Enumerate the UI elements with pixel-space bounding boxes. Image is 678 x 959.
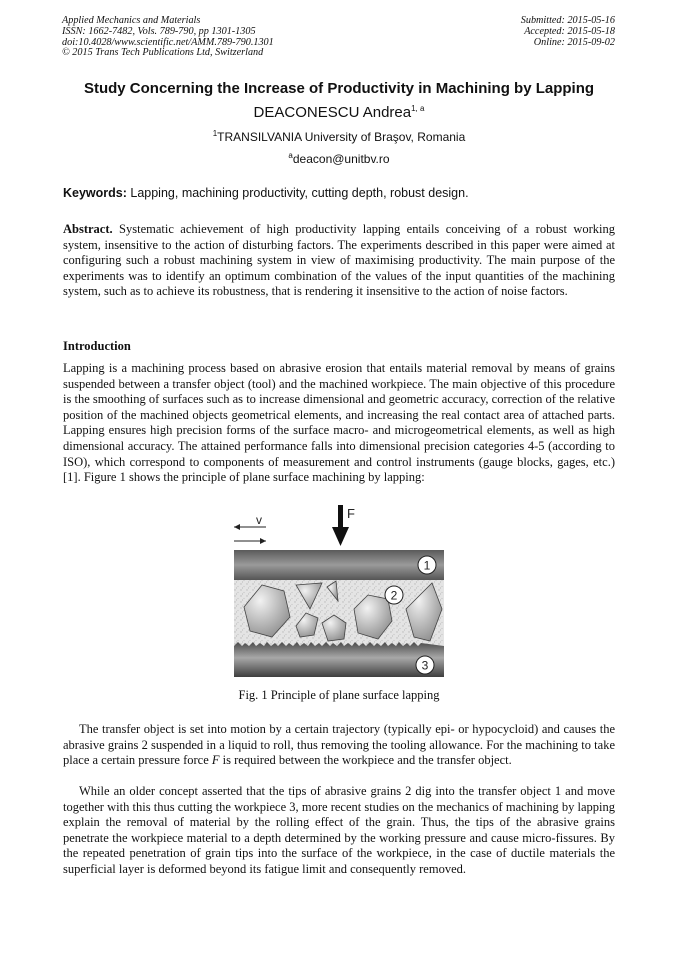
svg-text:1: 1	[423, 558, 431, 573]
keywords	[63, 186, 469, 200]
author-marks: 1, a	[411, 104, 425, 113]
abstract	[63, 222, 615, 300]
copyright-line: © 2015 Trans Tech Publications Ltd, Switzerland	[62, 47, 264, 59]
keywords-label: Keywords:	[63, 186, 127, 200]
online-date: Online: 2015-09-02	[533, 36, 615, 48]
marker-3	[416, 656, 434, 674]
force-label: F	[347, 506, 355, 521]
marker-2	[385, 586, 403, 604]
author	[0, 104, 678, 121]
doi-line: doi:10.4028/www.scientific.net/AMM.789-790.1301	[62, 36, 274, 48]
workpiece	[234, 642, 444, 677]
journal-info	[62, 16, 274, 59]
svg-text:2: 2	[390, 588, 398, 603]
body-paragraph-2	[63, 722, 615, 769]
velocity-arrow	[234, 524, 266, 544]
abstract-text: Systematic achievement of high productivity lapping entails conceiving of a robust working system, insensitive to the action of disturbing factors. The experiments described in this paper were aimed at configuring such a robust machining system in view of maximising productivity. The main purpose of the experiments was to identify an optimum combination of the values of the input quantities of the machining system, such as to achieve its robustness, that is rendering it insensitive to the action of noise factors.	[63, 222, 615, 299]
email	[0, 152, 678, 166]
keywords-text: Lapping, machining productivity, cutting depth, robust design.	[126, 186, 469, 200]
section-heading-introduction: Introduction	[63, 339, 131, 353]
email-text[interactable]: deacon@unitbv.ro	[292, 152, 390, 166]
body-paragraph-3: While an older concept asserted that the tips of abrasive grains 2 dig into the transfer object 1 and move together with this thus cutting the workpiece 3, more recent studies on the mechanics of machining by lapping explain the removal of material by the rolling effect of the grain. Thus, the tips of the abrasive grains penetrate the workpiece material to a depth determined by the working pressure and cause micro-fissures. By the repeated penetration of grain tips into the surface of the workpiece, in the case of ductile materials the superficial layer is deformed beyond its fatigue limit and consequently removed.	[63, 784, 615, 876]
p2-text-b: is required between the workpiece and the transfer object.	[219, 753, 512, 768]
p2-text-a: The transfer object is set into motion by a certain trajectory (typically epi- or hypocycloid) and causes the abrasive grains 2 suspended in a liquid to roll, thus removing the tooling allowance. For the machining to take place a certain pressure force	[63, 722, 615, 768]
transfer-object	[234, 550, 444, 580]
accepted-date: Accepted: 2015-05-18	[524, 25, 615, 37]
issn-line: ISSN: 1662-7482, Vols. 789-790, pp 1301-1305	[62, 25, 256, 37]
paper-title: Study Concerning the Increase of Productivity in Machining by Lapping	[83, 80, 595, 97]
affiliation-text: TRANSILVANIA University of Braşov, Romania	[217, 130, 466, 144]
journal-name: Applied Mechanics and Materials	[62, 15, 201, 26]
intro-paragraph-1: Lapping is a machining process based on abrasive erosion that entails material removal by means of grains suspended between a transfer object (tool) and the machined workpiece. The main objective of this procedure is the smoothing of surfaces such as to increase dimensional and geometric accuracy, correction of the relative position of the machined objects geometrical elements, and increasing the real contact area of attached parts. Lapping ensures high precision forms of the surface macro- and microgeometrical elements, as well as high dimensional accuracy. The attained performance falls into dimensional precision categories 4-5 (according to ISO), which correspond to components of measurement and control instruments (gauge blocks, gages, etc.) [1]. Figure 1 shows the principle of plane surface machining by lapping:	[63, 361, 615, 485]
submitted-date: Submitted: 2015-05-16	[520, 15, 615, 26]
dates-info	[521, 16, 615, 48]
force-symbol: F	[211, 753, 220, 768]
affiliation	[0, 130, 678, 144]
marker-1	[418, 556, 436, 574]
abstract-label: Abstract.	[63, 222, 113, 236]
velocity-label: v	[256, 513, 262, 527]
affiliation-mark: 1	[212, 129, 218, 138]
author-name: DEACONESCU Andrea	[253, 104, 412, 121]
figure-caption: Fig. 1 Principle of plane surface lapping	[238, 688, 440, 702]
lapping-diagram	[222, 505, 448, 687]
email-mark: a	[288, 151, 293, 160]
svg-text:3: 3	[421, 658, 429, 673]
